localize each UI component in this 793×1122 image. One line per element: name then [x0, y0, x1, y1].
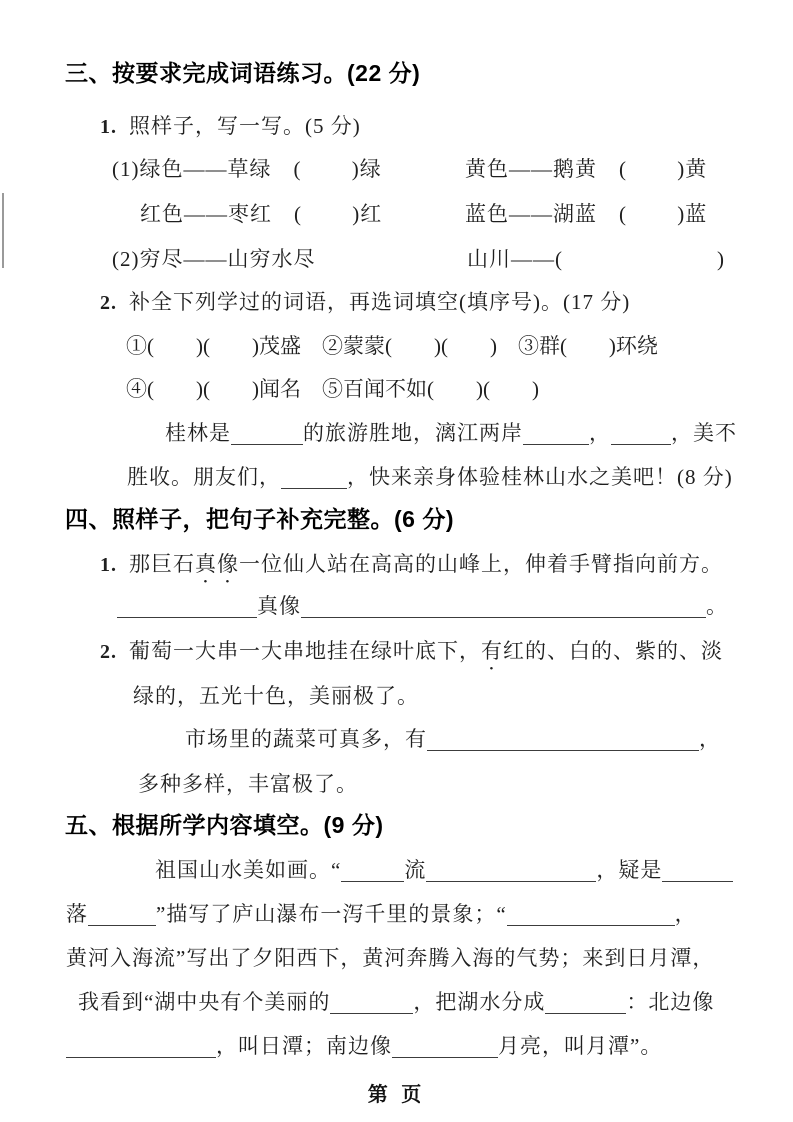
text-fragment: 落	[66, 902, 88, 926]
fill-in-blank	[330, 992, 413, 1014]
comma: ，	[674, 902, 697, 926]
pair-green: (1)绿色——草绿 ( )绿	[112, 157, 382, 181]
scan-edge-mark	[2, 193, 4, 268]
text-fragment: 市场里的蔬菜可真多，有	[185, 727, 427, 751]
fill-in-blank	[66, 1036, 216, 1058]
fill-in-blank	[507, 904, 675, 926]
text-fragment: 胜收。朋友们，	[127, 465, 281, 489]
text-fragment: ，把湖水分成	[413, 990, 546, 1014]
page-footer: 第 页	[367, 1084, 426, 1106]
text-fragment: ，快来亲身体验桂林山水之美吧！(8 分)	[347, 465, 733, 489]
fill-in-blank	[426, 860, 596, 882]
text-fragment: ：北边像	[626, 990, 715, 1014]
text-fragment: 桂林是	[165, 421, 231, 445]
question-number: 2.	[100, 292, 117, 314]
question-text: 补全下列学过的词语，再选词填空(填序号)。(17 分)	[129, 290, 631, 314]
guilin-paragraph-line-1	[165, 418, 737, 448]
comma: ，	[699, 727, 721, 751]
section-4-answer-line-1	[117, 591, 728, 621]
emphasized-word: 真像	[195, 552, 239, 576]
fill-in-blank	[545, 992, 626, 1014]
text-fragment: ，美不	[671, 421, 737, 445]
text-fragment: 的旅游胜地，漓江两岸	[303, 421, 523, 445]
section-4-question-2-line-2: 绿的，五光十色，美丽极了。	[133, 684, 419, 708]
text-fragment: 祖国山水美如画。“	[155, 858, 342, 882]
section-3-question-2	[100, 287, 630, 318]
pattern-example: (2)穷尽——山穷水尽	[112, 247, 316, 271]
emphasized-word: 有	[481, 639, 503, 663]
fill-in-blank	[523, 423, 589, 445]
question-number: 2.	[100, 641, 117, 663]
section-5-title: 五、根据所学内容填空。(9 分)	[65, 812, 384, 838]
fill-in-blank	[117, 596, 257, 618]
text-fragment: ，疑是	[596, 858, 663, 882]
question-number: 1.	[100, 554, 117, 576]
text-fragment: ”描写了庐山瀑布一泻千里的景象；“	[156, 902, 507, 926]
section-5-line-2	[66, 899, 697, 929]
section-5-line-3: 黄河入海流”写出了夕阳西下，黄河奔腾入海的气势；来到日月潭，	[66, 946, 715, 970]
fill-in-blank	[301, 596, 706, 618]
text-fragment: ，	[589, 421, 611, 445]
color-pairs-row-2	[140, 199, 752, 229]
section-5-line-1	[155, 855, 733, 885]
fill-in-blank	[427, 729, 699, 751]
text-fragment: ，叫日潭；南边像	[216, 1034, 392, 1058]
word-fill-row-2: ④( )( )闻名 ⑤百闻不如( )( )	[126, 377, 539, 401]
text-fragment: 我看到“湖中央有个美丽的	[78, 990, 331, 1014]
question-text: 照样子，写一写。(5 分)	[129, 114, 361, 138]
question-number: 1.	[100, 116, 117, 138]
pattern-blank: 山川——( )	[467, 247, 725, 271]
pair-yellow: 黄色——鹅黄 ( )黄	[465, 157, 708, 181]
fill-in-blank	[611, 423, 671, 445]
guilin-paragraph-line-2	[127, 462, 733, 492]
section-4-answer-line-2	[185, 724, 721, 754]
section-3-question-1	[100, 111, 361, 142]
section-4-question-2	[100, 636, 723, 675]
word-fill-row-1: ①( )( )茂盛 ②蒙蒙( )( ) ③群( )环绕	[126, 334, 658, 358]
text-fragment: 真像	[257, 594, 301, 618]
fill-in-blank	[341, 860, 404, 882]
sentence-pre: 葡萄一大串一大串地挂在绿叶底下，	[129, 639, 481, 663]
period: 。	[706, 594, 728, 618]
pair-red: 红色——枣红 ( )红	[140, 202, 383, 226]
text-fragment: 流	[404, 858, 427, 882]
section-5-line-5	[66, 1031, 662, 1061]
word-pattern-row	[112, 244, 752, 274]
pair-blue: 蓝色——湖蓝 ( )蓝	[465, 202, 708, 226]
section-3-title: 三、按要求完成词语练习。(22 分)	[65, 60, 421, 86]
fill-in-blank	[281, 467, 347, 489]
fill-in-blank	[662, 860, 733, 882]
text-fragment: 月亮，叫月潭”。	[498, 1034, 663, 1058]
fill-in-blank	[231, 423, 303, 445]
section-5-line-4	[78, 987, 714, 1017]
fill-in-blank	[88, 904, 156, 926]
color-pairs-row-1	[112, 154, 752, 184]
section-4-answer-line-3: 多种多样，丰富极了。	[138, 772, 358, 796]
sentence-post: 红的、白的、紫的、淡	[503, 639, 723, 663]
sentence-post: 一位仙人站在高高的山峰上，伸着手臂指向前方。	[239, 552, 723, 576]
section-4-question-1	[100, 549, 723, 588]
sentence-pre: 那巨石	[129, 552, 195, 576]
fill-in-blank	[392, 1036, 498, 1058]
section-4-title: 四、照样子，把句子补充完整。(6 分)	[65, 506, 454, 532]
